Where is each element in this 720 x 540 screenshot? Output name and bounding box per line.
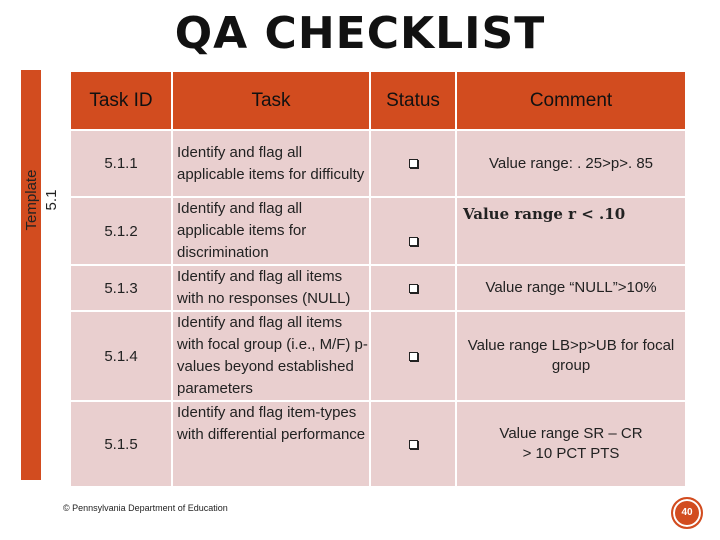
task-id: 5.1.2 (70, 197, 172, 265)
task-id: 5.1.4 (70, 311, 172, 401)
status-cell (370, 311, 456, 401)
comment: Value range SR – CR > 10 PCT PTS (456, 401, 686, 487)
header-task-id: Task ID (70, 71, 172, 130)
task-description: Identify and flag all items with no responses (NULL) (172, 265, 370, 311)
status-cell (370, 401, 456, 487)
checkbox-icon[interactable] (409, 159, 418, 168)
header-status: Status (370, 71, 456, 130)
table-row (70, 311, 686, 401)
status-cell (370, 197, 456, 265)
qa-checklist-table (69, 70, 687, 488)
header-comment: Comment (456, 71, 686, 130)
page-title: QA CHECKLIST (174, 8, 546, 59)
checkbox-icon[interactable] (409, 284, 418, 293)
table-row (70, 265, 686, 311)
status-cell (370, 130, 456, 197)
task-id: 5.1.5 (70, 401, 172, 487)
table-row (70, 197, 686, 265)
table-header-row (70, 71, 686, 130)
table-row (70, 401, 686, 487)
task-description: Identify and flag all items with focal group (i.e., M/F) p-values beyond established parameters (172, 311, 370, 401)
header-task: Task (172, 71, 370, 130)
checkbox-icon[interactable] (409, 440, 418, 449)
checkbox-icon[interactable] (409, 352, 418, 361)
task-id: 5.1.1 (70, 130, 172, 197)
task-description: Identify and flag item-types with differential performance (172, 401, 370, 487)
task-id: 5.1.3 (70, 265, 172, 311)
checkbox-icon[interactable] (409, 237, 418, 246)
comment: Value range: . 25>p>. 85 (456, 130, 686, 197)
comment: Value range “NULL”>10% (456, 265, 686, 311)
comment: Value range LB>p>UB for focal group (456, 311, 686, 401)
task-description: Identify and flag all applicable items for difficulty (172, 130, 370, 197)
task-description: Identify and flag all applicable items for discrimination (172, 197, 370, 265)
comment-formula-image: Value range r < .10 (456, 197, 686, 265)
status-cell (370, 265, 456, 311)
template-label: Template 5.1 (23, 169, 60, 231)
footer-copyright: © Pennsylvania Department of Education (63, 503, 228, 513)
page-number-badge: 40 (671, 497, 703, 529)
table-row (70, 130, 686, 197)
